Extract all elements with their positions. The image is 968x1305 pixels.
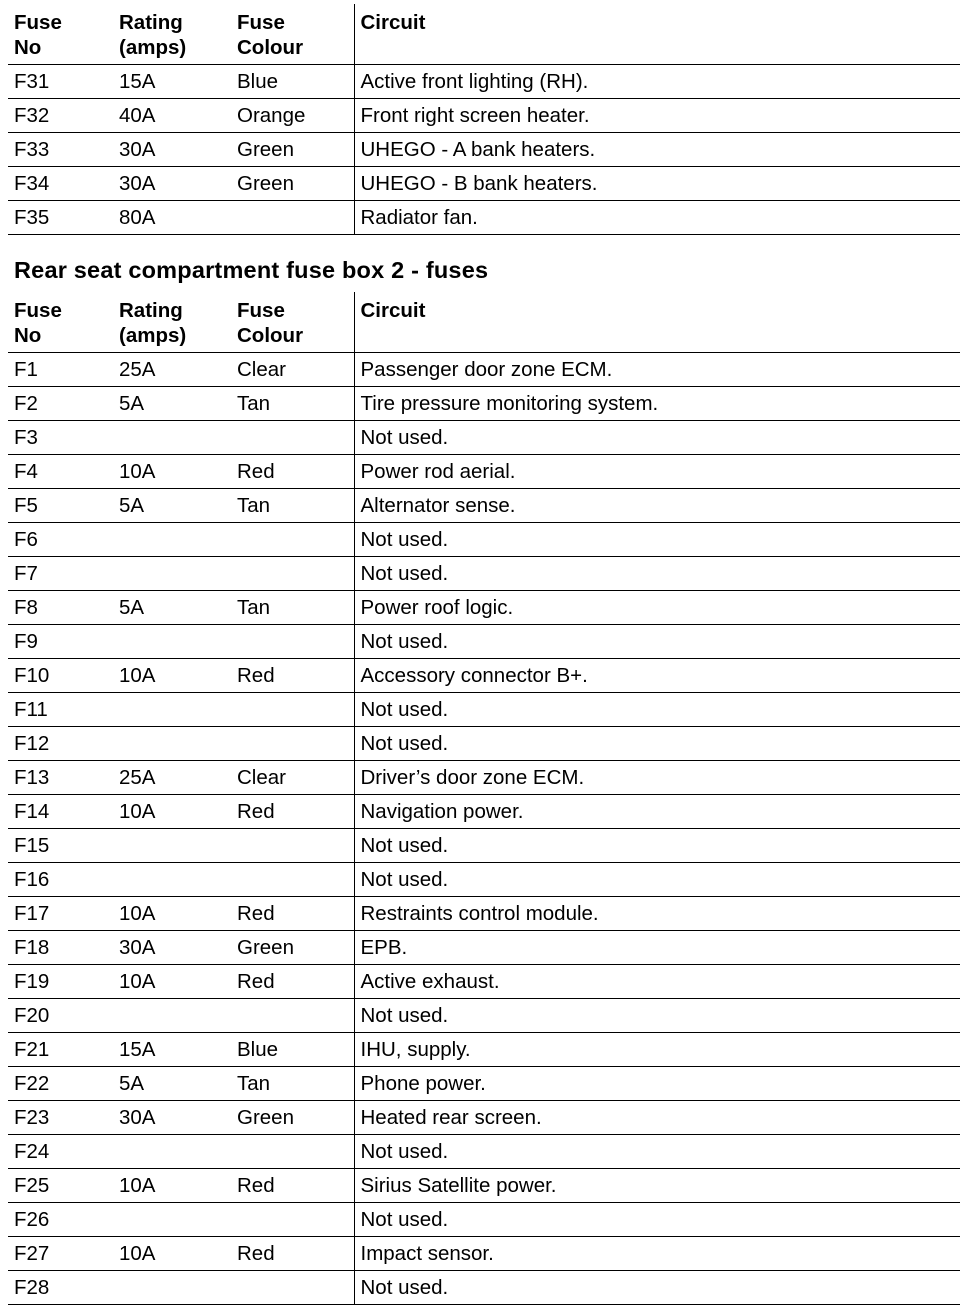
table-row [8,727,960,761]
cell-circuit: Power rod aerial. [354,455,960,489]
table-row [8,761,960,795]
cell-fuse-no: F27 [8,1237,113,1271]
cell-circuit: Heated rear screen. [354,1101,960,1135]
cell-fuse-colour [231,201,354,235]
cell-fuse-colour: Green [231,1101,354,1135]
cell-rating [113,625,231,659]
document-page [0,4,968,1305]
cell-fuse-no: F35 [8,201,113,235]
cell-fuse-colour: Red [231,1169,354,1203]
cell-fuse-no: F16 [8,863,113,897]
cell-fuse-no: F14 [8,795,113,829]
cell-fuse-colour: Tan [231,387,354,421]
cell-fuse-colour: Orange [231,99,354,133]
cell-rating: 10A [113,1169,231,1203]
cell-rating: 10A [113,965,231,999]
header-circuit: Circuit [354,4,960,65]
cell-circuit: Not used. [354,1135,960,1169]
table-row [8,167,960,201]
cell-circuit: EPB. [354,931,960,965]
cell-fuse-no: F13 [8,761,113,795]
cell-fuse-colour [231,523,354,557]
cell-fuse-colour [231,727,354,761]
cell-rating: 25A [113,761,231,795]
cell-circuit: Tire pressure monitoring system. [354,387,960,421]
cell-rating [113,523,231,557]
header-circuit: Circuit [354,292,960,353]
cell-rating: 30A [113,931,231,965]
cell-fuse-no: F17 [8,897,113,931]
cell-fuse-no: F11 [8,693,113,727]
header-row [8,292,960,353]
cell-fuse-no: F8 [8,591,113,625]
header-fuse-no [8,292,113,353]
table-row [8,659,960,693]
cell-circuit: Phone power. [354,1067,960,1101]
table-row [8,1101,960,1135]
cell-rating: 15A [113,1033,231,1067]
cell-fuse-colour: Red [231,795,354,829]
cell-circuit: UHEGO - A bank heaters. [354,133,960,167]
cell-fuse-no: F25 [8,1169,113,1203]
header-rating-line1: Rating [119,11,183,34]
table-row [8,387,960,421]
cell-circuit: Not used. [354,1271,960,1305]
cell-circuit: Active exhaust. [354,965,960,999]
fuse-table-section-1 [8,4,960,235]
cell-fuse-colour: Green [231,133,354,167]
cell-fuse-no: F28 [8,1271,113,1305]
cell-fuse-colour: Red [231,659,354,693]
header-fuse-no-line1: Fuse [14,11,62,34]
cell-circuit: Not used. [354,1203,960,1237]
cell-rating: 5A [113,489,231,523]
table-row [8,99,960,133]
cell-fuse-no: F12 [8,727,113,761]
cell-rating [113,557,231,591]
table-row [8,1271,960,1305]
cell-fuse-colour: Red [231,455,354,489]
cell-fuse-colour [231,1203,354,1237]
cell-fuse-no: F26 [8,1203,113,1237]
cell-fuse-no: F33 [8,133,113,167]
cell-rating [113,1135,231,1169]
cell-fuse-no: F18 [8,931,113,965]
cell-fuse-no: F20 [8,999,113,1033]
cell-rating: 10A [113,1237,231,1271]
cell-circuit: Impact sensor. [354,1237,960,1271]
cell-circuit: IHU, supply. [354,1033,960,1067]
table-row [8,133,960,167]
cell-fuse-no: F32 [8,99,113,133]
cell-rating: 5A [113,591,231,625]
cell-fuse-no: F9 [8,625,113,659]
cell-fuse-no: F19 [8,965,113,999]
cell-circuit: Accessory connector B+. [354,659,960,693]
cell-fuse-colour: Tan [231,591,354,625]
table-row [8,863,960,897]
cell-circuit: Sirius Satellite power. [354,1169,960,1203]
cell-rating: 10A [113,897,231,931]
cell-fuse-no: F34 [8,167,113,201]
cell-fuse-colour: Tan [231,1067,354,1101]
cell-circuit: Power roof logic. [354,591,960,625]
cell-fuse-colour: Red [231,1237,354,1271]
cell-fuse-colour [231,421,354,455]
cell-circuit: Navigation power. [354,795,960,829]
table-body-2 [8,353,960,1305]
cell-fuse-no: F3 [8,421,113,455]
fuse-table-2 [8,292,960,1305]
cell-rating: 5A [113,387,231,421]
cell-circuit: Alternator sense. [354,489,960,523]
table-row [8,489,960,523]
cell-rating [113,421,231,455]
table-row [8,625,960,659]
table-row [8,523,960,557]
cell-fuse-colour [231,625,354,659]
table-row [8,455,960,489]
cell-fuse-no: F7 [8,557,113,591]
cell-circuit: Passenger door zone ECM. [354,353,960,387]
cell-fuse-colour: Tan [231,489,354,523]
header-fuse-no [8,4,113,65]
cell-fuse-colour [231,829,354,863]
cell-fuse-colour: Green [231,167,354,201]
header-fuse-no-line2: No [14,324,42,347]
cell-circuit: Radiator fan. [354,201,960,235]
header-rating-line2: (amps) [119,324,187,347]
table-row [8,829,960,863]
cell-circuit: Front right screen heater. [354,99,960,133]
table-row [8,1169,960,1203]
cell-rating: 10A [113,455,231,489]
cell-fuse-colour [231,999,354,1033]
table-row [8,1067,960,1101]
cell-fuse-colour: Green [231,931,354,965]
table-row [8,65,960,99]
cell-rating: 30A [113,1101,231,1135]
fuse-table-1 [8,4,960,235]
table-header [8,292,960,353]
cell-rating [113,1203,231,1237]
table-row [8,965,960,999]
cell-fuse-no: F23 [8,1101,113,1135]
cell-fuse-no: F15 [8,829,113,863]
cell-circuit: Active front lighting (RH). [354,65,960,99]
cell-rating [113,1271,231,1305]
table-row [8,1135,960,1169]
table-row [8,421,960,455]
cell-rating: 10A [113,795,231,829]
cell-rating [113,829,231,863]
cell-rating [113,999,231,1033]
cell-fuse-no: F22 [8,1067,113,1101]
table-body-1 [8,65,960,235]
header-fuse-colour [231,292,354,353]
cell-fuse-colour [231,1135,354,1169]
cell-rating: 30A [113,167,231,201]
header-fuse-no-line2: No [14,36,42,59]
cell-fuse-colour [231,1271,354,1305]
table-row [8,353,960,387]
cell-rating [113,727,231,761]
cell-circuit: Not used. [354,421,960,455]
table-row [8,999,960,1033]
cell-fuse-no: F2 [8,387,113,421]
header-row [8,4,960,65]
cell-fuse-no: F4 [8,455,113,489]
cell-fuse-colour [231,693,354,727]
cell-circuit: Not used. [354,557,960,591]
cell-rating: 5A [113,1067,231,1101]
cell-circuit: Not used. [354,863,960,897]
table-row [8,201,960,235]
table-row [8,1203,960,1237]
cell-fuse-colour [231,557,354,591]
table-row [8,557,960,591]
cell-fuse-no: F24 [8,1135,113,1169]
cell-circuit: Driver’s door zone ECM. [354,761,960,795]
cell-circuit: Not used. [354,625,960,659]
cell-fuse-no: F5 [8,489,113,523]
cell-rating: 15A [113,65,231,99]
cell-fuse-no: F6 [8,523,113,557]
section-title: Rear seat compartment fuse box 2 - fuses [14,257,489,283]
cell-fuse-no: F1 [8,353,113,387]
header-rating [113,4,231,65]
cell-fuse-colour: Blue [231,65,354,99]
cell-circuit: Not used. [354,727,960,761]
table-row [8,931,960,965]
cell-circuit: Not used. [354,999,960,1033]
cell-rating [113,863,231,897]
table-row [8,1033,960,1067]
cell-rating: 10A [113,659,231,693]
cell-fuse-colour: Red [231,897,354,931]
cell-fuse-colour: Blue [231,1033,354,1067]
cell-fuse-colour [231,863,354,897]
table-row [8,795,960,829]
cell-rating: 80A [113,201,231,235]
cell-fuse-no: F21 [8,1033,113,1067]
table-row [8,897,960,931]
header-fuse-colour [231,4,354,65]
cell-circuit: Not used. [354,523,960,557]
cell-circuit: Not used. [354,693,960,727]
cell-fuse-colour: Clear [231,353,354,387]
header-colour-line1: Fuse [237,11,285,34]
header-colour-line2: Colour [237,324,304,347]
table-row [8,591,960,625]
cell-rating [113,693,231,727]
cell-rating: 40A [113,99,231,133]
cell-fuse-no: F10 [8,659,113,693]
cell-fuse-colour: Red [231,965,354,999]
header-rating-line1: Rating [119,299,183,322]
table-row [8,693,960,727]
cell-circuit: UHEGO - B bank heaters. [354,167,960,201]
table-row [8,1237,960,1271]
header-colour-line2: Colour [237,36,304,59]
cell-rating: 25A [113,353,231,387]
header-rating [113,292,231,353]
header-colour-line1: Fuse [237,299,285,322]
cell-rating: 30A [113,133,231,167]
cell-circuit: Not used. [354,829,960,863]
cell-circuit: Restraints control module. [354,897,960,931]
cell-fuse-colour: Clear [231,761,354,795]
table-header [8,4,960,65]
header-rating-line2: (amps) [119,36,187,59]
fuse-table-section-2 [8,292,960,1305]
header-fuse-no-line1: Fuse [14,299,62,322]
cell-fuse-no: F31 [8,65,113,99]
